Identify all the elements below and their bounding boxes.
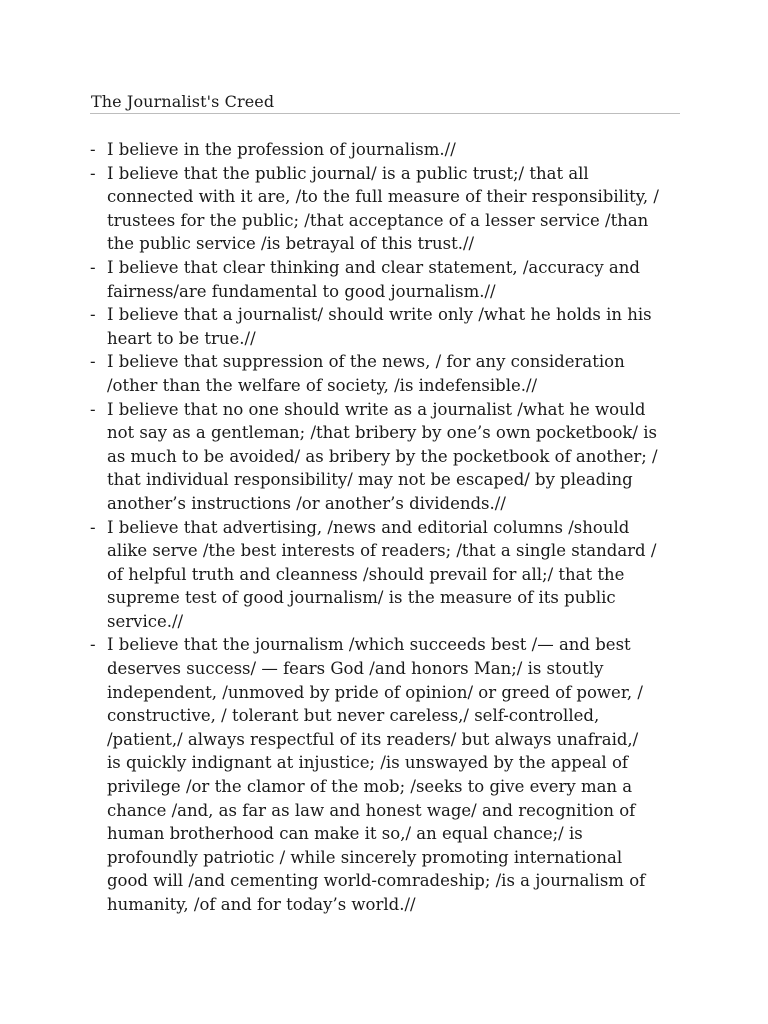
- creed-item: [90, 256, 690, 303]
- creed-line: the public service /is betrayal of this trust.//: [107, 234, 475, 254]
- creed-line: I believe that the journalism /which succeeds best /— and best: [107, 635, 631, 655]
- creed-line: profoundly patriotic / while sincerely promoting international: [107, 847, 623, 867]
- creed-line: alike serve /the best interests of readers; /that a single standard /: [107, 541, 657, 561]
- creed-line: is quickly indignant at injustice; /is unswayed by the appeal of: [107, 753, 628, 773]
- creed-item: [90, 516, 690, 634]
- list-dash: -: [90, 517, 96, 537]
- creed-line: that individual responsibility/ may not be escaped/ by pleading: [107, 470, 633, 490]
- creed-item: [90, 303, 690, 350]
- creed-line: chance /and, as far as law and honest wage/ and recognition of: [107, 800, 636, 820]
- creed-line: I believe in the profession of journalism.//: [107, 140, 456, 159]
- creed-item: [90, 350, 690, 397]
- list-dash: -: [90, 352, 96, 372]
- creed-line: human brotherhood can make it so,/ an equal chance;/ is: [107, 824, 583, 844]
- creed-line: supreme test of good journalism/ is the measure of its public: [107, 588, 616, 608]
- creed-line: trustees for the public; /that acceptance of a lesser service /than: [107, 210, 649, 230]
- list-dash: -: [90, 399, 96, 419]
- list-dash: -: [90, 257, 96, 277]
- creed-list: [90, 138, 690, 917]
- creed-line: constructive, / tolerant but never careless,/ self-controlled,: [107, 706, 600, 726]
- creed-line: of helpful truth and cleanness /should prevail for all;/ that the: [107, 564, 625, 584]
- creed-line: I believe that clear thinking and clear statement, /accuracy and: [107, 257, 640, 277]
- creed-line: I believe that the public journal/ is a public trust;/ that all: [107, 163, 589, 183]
- creed-line: connected with it are, /to the full measure of their responsibility, /: [107, 187, 659, 207]
- creed-line: I believe that suppression of the news, / for any consideration: [107, 352, 625, 372]
- creed-line: deserves success/ — fears God /and honors Man;/ is stoutly: [107, 659, 604, 679]
- creed-line: as much to be avoided/ as bribery by the pocketbook of another; /: [107, 446, 658, 466]
- creed-line: independent, /unmoved by pride of opinion/ or greed of power, /: [107, 682, 643, 702]
- creed-line: I believe that advertising, /news and editorial columns /should: [107, 517, 630, 537]
- list-dash: -: [90, 635, 96, 655]
- title-divider: [90, 113, 680, 114]
- creed-line: humanity, /of and for today’s world.//: [107, 895, 416, 914]
- creed-line: another’s instructions /or another’s dividends.//: [107, 493, 506, 513]
- creed-item: [90, 633, 690, 916]
- creed-line: I believe that no one should write as a journalist /what he would: [107, 399, 646, 419]
- creed-line: fairness/are fundamental to good journalism.//: [107, 281, 496, 301]
- document-title: The Journalist's Creed: [91, 92, 275, 111]
- creed-line: /other than the welfare of society, /is indefensible.//: [107, 375, 538, 395]
- creed-line: good will /and cementing world-comradeship; /is a journalism of: [107, 871, 646, 891]
- list-dash: -: [90, 140, 96, 159]
- creed-item: [90, 398, 690, 516]
- creed-line: heart to be true.//: [107, 328, 256, 348]
- list-dash: -: [90, 163, 96, 183]
- creed-line: not say as a gentleman; /that bribery by one’s own pocketbook/ is: [107, 423, 657, 443]
- creed-line: /patient,/ always respectful of its readers/ but always unafraid,/: [107, 729, 639, 749]
- creed-line: I believe that a journalist/ should write only /what he holds in his: [107, 305, 652, 325]
- creed-line: service.//: [107, 611, 184, 631]
- creed-item: [90, 162, 690, 256]
- creed-item: [90, 138, 690, 162]
- creed-line: privilege /or the clamor of the mob; /seeks to give every man a: [107, 777, 633, 797]
- list-dash: -: [90, 305, 96, 325]
